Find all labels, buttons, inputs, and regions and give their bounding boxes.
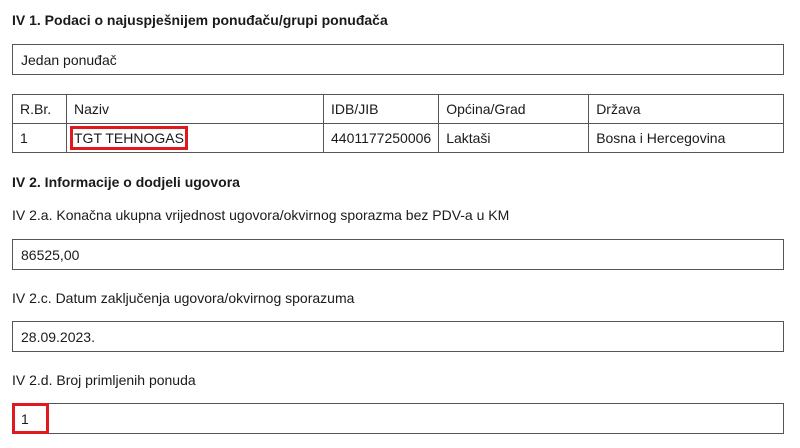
header-rbr: R.Br.: [13, 95, 67, 124]
header-opcina-grad: Općina/Grad: [439, 95, 589, 124]
bidder-table: [12, 94, 784, 153]
highlighted-bidder-name: TGT TEHNOGAS: [74, 130, 184, 146]
bidder-type-field: [12, 44, 784, 75]
contract-date-field: [12, 321, 784, 352]
offers-count: 1: [21, 410, 29, 427]
cell-naziv: [67, 124, 324, 153]
contract-value-label: IV 2.a. Konačna ukupna vrijednost ugovora/okvirnog sporazma bez PDV-a u KM: [12, 207, 510, 223]
cell-opcina-grad: Laktaši: [439, 124, 589, 153]
cell-drzava: Bosna i Hercegovina: [589, 124, 784, 153]
cell-idb-jib: 4401177250006: [324, 124, 439, 153]
contract-date: 28.09.2023.: [21, 328, 95, 345]
contract-value-field: [12, 239, 784, 270]
table-row: [13, 124, 784, 153]
offers-count-label: IV 2.d. Broj primljenih ponuda: [12, 372, 196, 388]
offers-count-highlight: [12, 403, 49, 434]
offers-count-field: [12, 403, 784, 434]
table-header-row: [13, 95, 784, 124]
contract-value: 86525,00: [21, 246, 80, 263]
bidder-type-value: Jedan ponuđač: [21, 51, 117, 68]
header-naziv: Naziv: [67, 95, 324, 124]
section-iv1-heading: IV 1. Podaci o najuspješnijem ponuđaču/grupi ponuđača: [12, 12, 388, 28]
contract-date-label: IV 2.c. Datum zaključenja ugovora/okvirnog sporazuma: [12, 290, 355, 306]
section-iv2-heading: IV 2. Informacije o dodjeli ugovora: [12, 174, 240, 190]
cell-rbr: 1: [13, 124, 67, 153]
header-idb-jib: IDB/JIB: [324, 95, 439, 124]
header-drzava: Država: [589, 95, 784, 124]
